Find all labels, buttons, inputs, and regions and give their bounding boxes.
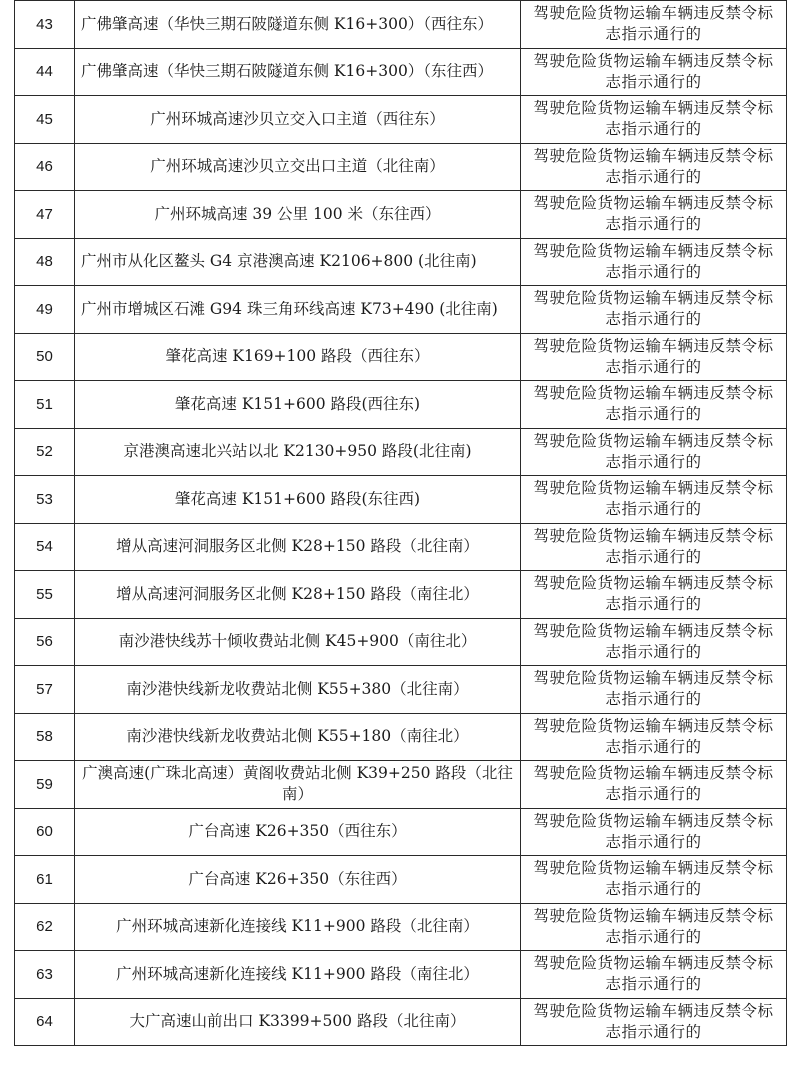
location-cell: 南沙港快线新龙收费站北侧 K55+380（北往南） xyxy=(75,666,521,714)
table-body xyxy=(15,1,787,1046)
violation-cell: 驾驶危险货物运输车辆违反禁令标志指示通行的 xyxy=(521,951,787,999)
row-number: 47 xyxy=(15,191,75,239)
violation-cell: 驾驶危险货物运输车辆违反禁令标志指示通行的 xyxy=(521,571,787,619)
violation-cell: 驾驶危险货物运输车辆违反禁令标志指示通行的 xyxy=(521,428,787,476)
row-number: 51 xyxy=(15,381,75,429)
violation-cell: 驾驶危险货物运输车辆违反禁令标志指示通行的 xyxy=(521,381,787,429)
location-cell: 增从高速河洞服务区北侧 K28+150 路段（南往北） xyxy=(75,571,521,619)
violation-cell: 驾驶危险货物运输车辆违反禁令标志指示通行的 xyxy=(521,998,787,1046)
location-cell: 广州市增城区石滩 G94 珠三角环线高速 K73+490 (北往南) xyxy=(75,286,521,334)
row-number: 44 xyxy=(15,48,75,96)
table-row xyxy=(15,191,787,239)
location-cell: 广台高速 K26+350（西往东） xyxy=(75,808,521,856)
location-cell: 广州市从化区鳌头 G4 京港澳高速 K2106+800 (北往南) xyxy=(75,238,521,286)
table-row xyxy=(15,666,787,714)
table-row xyxy=(15,1,787,49)
row-number: 43 xyxy=(15,1,75,49)
row-number: 60 xyxy=(15,808,75,856)
location-cell: 肇花高速 K151+600 路段(东往西) xyxy=(75,476,521,524)
location-cell: 增从高速河洞服务区北侧 K28+150 路段（北往南） xyxy=(75,523,521,571)
violation-cell: 驾驶危险货物运输车辆违反禁令标志指示通行的 xyxy=(521,1,787,49)
location-cell: 广州环城高速沙贝立交入口主道（西往东） xyxy=(75,96,521,144)
table-row xyxy=(15,856,787,904)
location-cell: 京港澳高速北兴站以北 K2130+950 路段(北往南) xyxy=(75,428,521,476)
table-row xyxy=(15,143,787,191)
violation-cell: 驾驶危险货物运输车辆违反禁令标志指示通行的 xyxy=(521,761,787,809)
row-number: 45 xyxy=(15,96,75,144)
violation-cell: 驾驶危险货物运输车辆违反禁令标志指示通行的 xyxy=(521,143,787,191)
violation-cell: 驾驶危险货物运输车辆违反禁令标志指示通行的 xyxy=(521,476,787,524)
violation-cell: 驾驶危险货物运输车辆违反禁令标志指示通行的 xyxy=(521,666,787,714)
location-cell: 广佛肇高速（华快三期石陂隧道东侧 K16+300）（东往西） xyxy=(75,48,521,96)
location-cell: 广州环城高速新化连接线 K11+900 路段（北往南） xyxy=(75,903,521,951)
table-row xyxy=(15,903,787,951)
location-cell: 广州环城高速新化连接线 K11+900 路段（南往北） xyxy=(75,951,521,999)
table-row xyxy=(15,571,787,619)
violation-cell: 驾驶危险货物运输车辆违反禁令标志指示通行的 xyxy=(521,903,787,951)
violation-cell: 驾驶危险货物运输车辆违反禁令标志指示通行的 xyxy=(521,191,787,239)
row-number: 46 xyxy=(15,143,75,191)
location-cell: 广州环城高速 39 公里 100 米（东往西） xyxy=(75,191,521,239)
violation-cell: 驾驶危险货物运输车辆违反禁令标志指示通行的 xyxy=(521,856,787,904)
table-row xyxy=(15,713,787,761)
table-row xyxy=(15,761,787,809)
row-number: 55 xyxy=(15,571,75,619)
row-number: 61 xyxy=(15,856,75,904)
violation-cell: 驾驶危险货物运输车辆违反禁令标志指示通行的 xyxy=(521,48,787,96)
table-row xyxy=(15,238,787,286)
row-number: 58 xyxy=(15,713,75,761)
violation-cell: 驾驶危险货物运输车辆违反禁令标志指示通行的 xyxy=(521,523,787,571)
location-cell: 广台高速 K26+350（东往西） xyxy=(75,856,521,904)
location-cell: 大广高速山前出口 K3399+500 路段（北往南） xyxy=(75,998,521,1046)
violation-cell: 驾驶危险货物运输车辆违反禁令标志指示通行的 xyxy=(521,618,787,666)
location-cell: 广佛肇高速（华快三期石陂隧道东侧 K16+300）（西往东） xyxy=(75,1,521,49)
violation-cell: 驾驶危险货物运输车辆违反禁令标志指示通行的 xyxy=(521,96,787,144)
violation-cell: 驾驶危险货物运输车辆违反禁令标志指示通行的 xyxy=(521,286,787,334)
row-number: 50 xyxy=(15,333,75,381)
row-number: 56 xyxy=(15,618,75,666)
table-row xyxy=(15,523,787,571)
violation-cell: 驾驶危险货物运输车辆违反禁令标志指示通行的 xyxy=(521,808,787,856)
enforcement-location-table xyxy=(14,0,787,1046)
table-row xyxy=(15,286,787,334)
row-number: 64 xyxy=(15,998,75,1046)
violation-cell: 驾驶危险货物运输车辆违反禁令标志指示通行的 xyxy=(521,238,787,286)
table-row xyxy=(15,381,787,429)
table-row xyxy=(15,618,787,666)
location-cell: 广州环城高速沙贝立交出口主道（北往南） xyxy=(75,143,521,191)
location-cell: 肇花高速 K169+100 路段（西往东） xyxy=(75,333,521,381)
table-row xyxy=(15,951,787,999)
table-row xyxy=(15,48,787,96)
table-row xyxy=(15,333,787,381)
row-number: 54 xyxy=(15,523,75,571)
row-number: 63 xyxy=(15,951,75,999)
row-number: 62 xyxy=(15,903,75,951)
location-cell: 南沙港快线新龙收费站北侧 K55+180（南往北） xyxy=(75,713,521,761)
location-cell: 南沙港快线苏十倾收费站北侧 K45+900（南往北） xyxy=(75,618,521,666)
table-row xyxy=(15,96,787,144)
row-number: 59 xyxy=(15,761,75,809)
location-cell: 肇花高速 K151+600 路段(西往东) xyxy=(75,381,521,429)
location-cell: 广澳高速(广珠北高速）黄阁收费站北侧 K39+250 路段（北往南） xyxy=(75,761,521,809)
table-row xyxy=(15,808,787,856)
violation-cell: 驾驶危险货物运输车辆违反禁令标志指示通行的 xyxy=(521,333,787,381)
table-row xyxy=(15,998,787,1046)
row-number: 53 xyxy=(15,476,75,524)
table-row xyxy=(15,476,787,524)
row-number: 52 xyxy=(15,428,75,476)
row-number: 48 xyxy=(15,238,75,286)
table-row xyxy=(15,428,787,476)
row-number: 57 xyxy=(15,666,75,714)
row-number: 49 xyxy=(15,286,75,334)
violation-cell: 驾驶危险货物运输车辆违反禁令标志指示通行的 xyxy=(521,713,787,761)
